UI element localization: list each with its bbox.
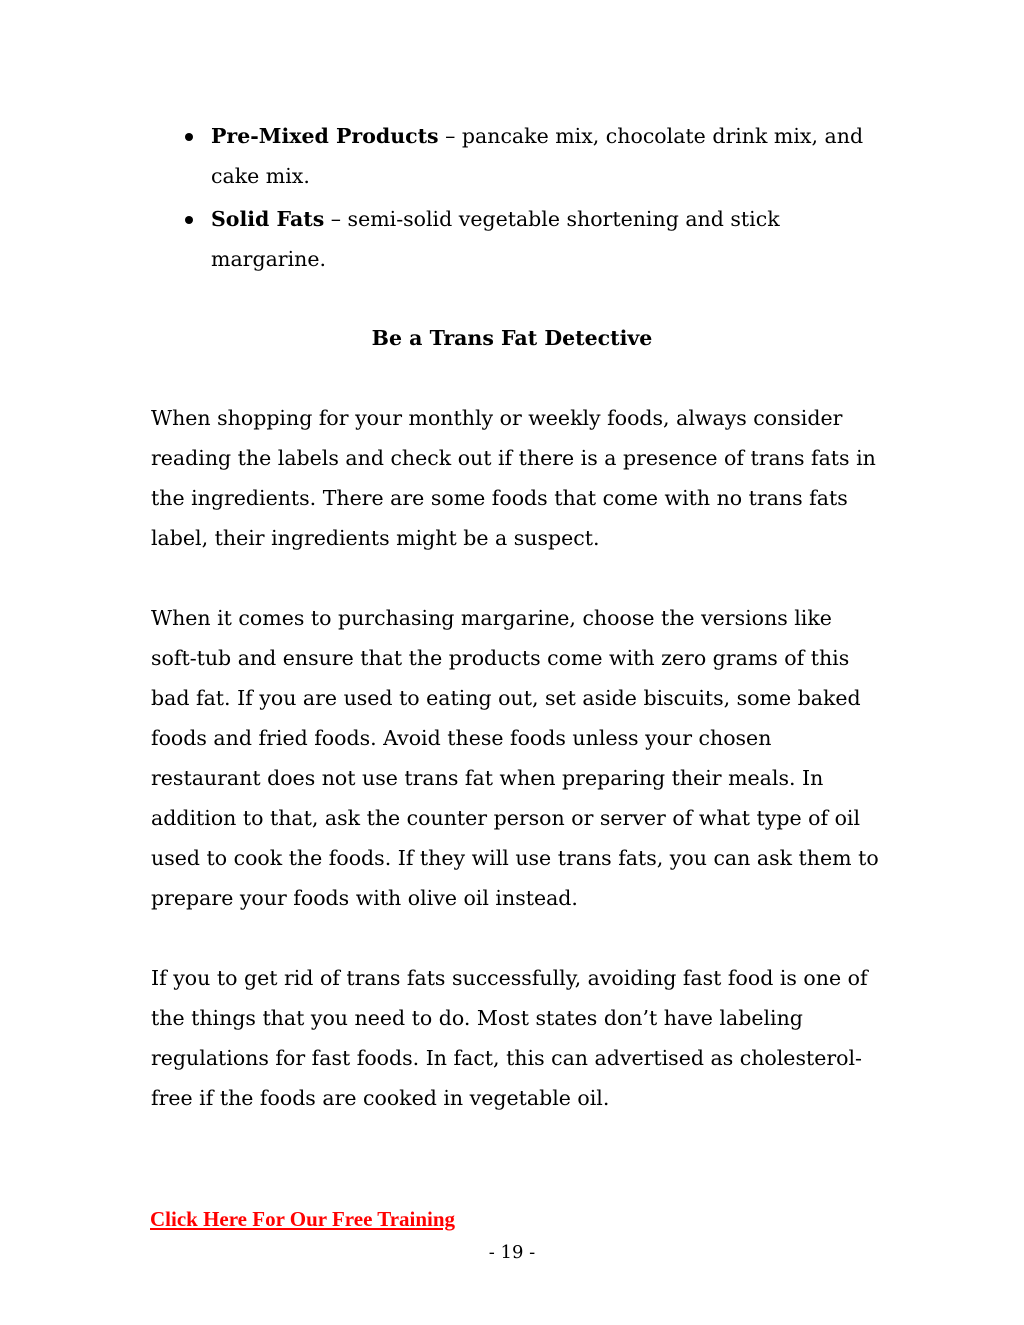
bullet-item-solid-fats — [151, 199, 871, 279]
bullet-item-pre-mixed-products — [151, 116, 871, 196]
section-heading: Be a Trans Fat Detective — [371, 326, 653, 350]
page-number: - 19 - — [488, 1242, 536, 1263]
free-training-link[interactable]: Click Here For Our Free Training — [150, 1207, 456, 1231]
bullet-term: Solid Fats — [211, 207, 325, 231]
bullet-icon — [185, 216, 193, 224]
bullet-description: – pancake mix, chocolate drink mix, and cake mix. — [211, 124, 864, 188]
bullet-icon — [185, 133, 193, 141]
bullet-description: – semi-solid vegetable shortening and stick margarine. — [211, 207, 780, 271]
bullet-list — [151, 116, 871, 282]
paragraph-margarine: When it comes to purchasing margarine, choose the versions like soft-tub and ensure that the products come with zero grams of this bad fat. If you are used to eating out, set aside biscuits, some baked foods and fried foods. Avoid these foods unless your chosen restaurant does not use trans fat when preparing their meals. In addition to that, ask the counter person or server of what type of oil used to cook the foods. If they will use trans fats, you can ask them to prepare your foods with olive oil instead. — [151, 606, 879, 910]
bullet-term: Pre-Mixed Products — [211, 124, 439, 148]
paragraph-fast-food: If you to get rid of trans fats successfully, avoiding fast food is one of the things that you need to do. Most states don’t have labeling regulations for fast foods. In fact, this can advertised as cholesterol-free if the foods are cooked in vegetable oil. — [151, 966, 868, 1110]
paragraph-label-reading: When shopping for your monthly or weekly foods, always consider reading the labels and check out if there is a presence of trans fats in the ingredients. There are some foods that come with no trans fats label, their ingredients might be a suspect. — [151, 406, 876, 550]
